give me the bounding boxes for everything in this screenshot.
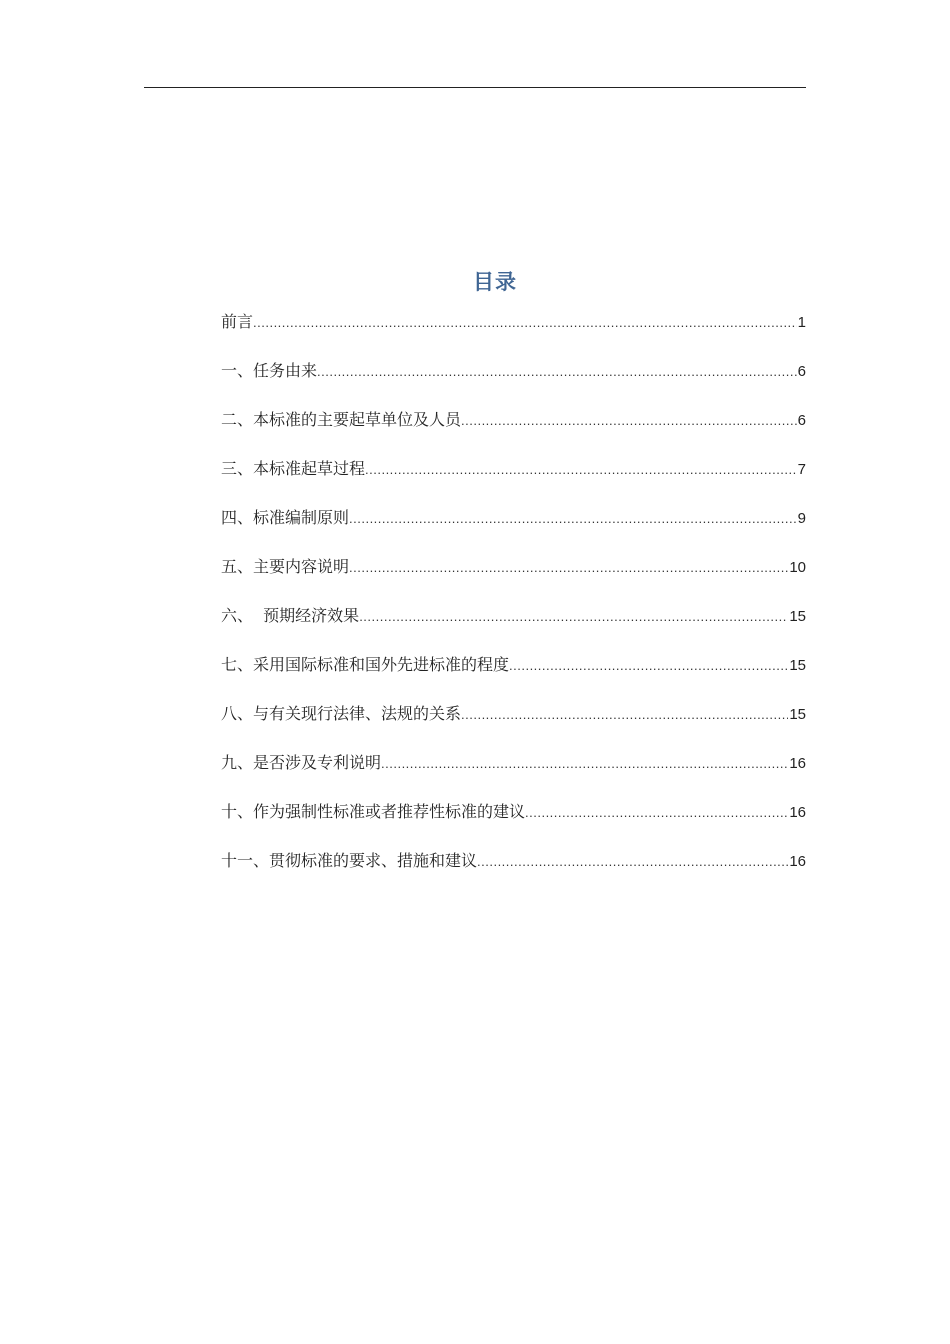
toc-entry-8[interactable] (221, 701, 806, 750)
toc-dot-leader (359, 604, 788, 630)
toc-entry-4[interactable] (221, 505, 806, 554)
toc-entry-label: 六、 预期经济效果 (221, 606, 360, 625)
toc-dot-leader (317, 359, 797, 385)
header-rule (144, 87, 806, 88)
toc-dot-leader (365, 457, 797, 483)
toc-entry-label: 十一、贯彻标准的要求、措施和建议 (221, 851, 478, 870)
toc-entry-page: 15 (789, 608, 806, 625)
toc-entry-page: 9 (797, 510, 806, 527)
toc-entry-9[interactable] (221, 750, 806, 799)
toc-entry-page: 10 (789, 559, 806, 576)
toc-dot-leader (509, 653, 788, 679)
toc-entry-5[interactable] (221, 554, 806, 603)
toc-entry-page: 16 (789, 755, 806, 772)
toc-dot-leader (461, 702, 788, 728)
toc-entry-7[interactable] (221, 652, 806, 701)
toc-dot-leader (461, 408, 797, 434)
toc-entry-1[interactable] (221, 358, 806, 407)
toc-dot-leader (477, 849, 788, 875)
toc-entry-label: 前言 (221, 312, 254, 331)
toc-entry-label: 一、任务由来 (221, 361, 318, 380)
toc-dot-leader (349, 506, 797, 532)
toc-entry-6[interactable] (221, 603, 806, 652)
toc-entry-11[interactable] (221, 848, 806, 897)
toc-entry-page: 16 (789, 804, 806, 821)
toc-dot-leader (381, 751, 788, 777)
toc-dot-leader (349, 555, 788, 581)
toc-title: 目录 (473, 270, 517, 294)
toc-entry-page: 15 (789, 706, 806, 723)
toc-entry-label: 九、是否涉及专利说明 (221, 753, 382, 772)
toc-entry-page: 6 (797, 412, 806, 429)
toc-entry-label: 四、标准编制原则 (221, 508, 350, 527)
toc-entry-label: 三、本标准起草过程 (221, 459, 366, 478)
toc-dot-leader (253, 310, 797, 336)
toc-entry-10[interactable] (221, 799, 806, 848)
toc-entry-page: 16 (789, 853, 806, 870)
toc-entry-label: 七、采用国际标准和国外先进标准的程度 (221, 655, 510, 674)
toc-entry-label: 二、本标准的主要起草单位及人员 (221, 410, 462, 429)
table-of-contents (221, 309, 806, 897)
toc-entry-label: 五、主要内容说明 (221, 557, 350, 576)
toc-dot-leader (525, 800, 788, 826)
toc-entry-label: 八、与有关现行法律、法规的关系 (221, 704, 462, 723)
toc-entry-3[interactable] (221, 456, 806, 505)
toc-entry-2[interactable] (221, 407, 806, 456)
toc-entry-page: 15 (789, 657, 806, 674)
toc-entry-page: 7 (797, 461, 806, 478)
toc-entry-page: 6 (797, 363, 806, 380)
toc-entry-page: 1 (797, 314, 806, 331)
toc-entry-label: 十、作为强制性标准或者推荐性标准的建议 (221, 802, 526, 821)
toc-entry-preface[interactable] (221, 309, 806, 358)
